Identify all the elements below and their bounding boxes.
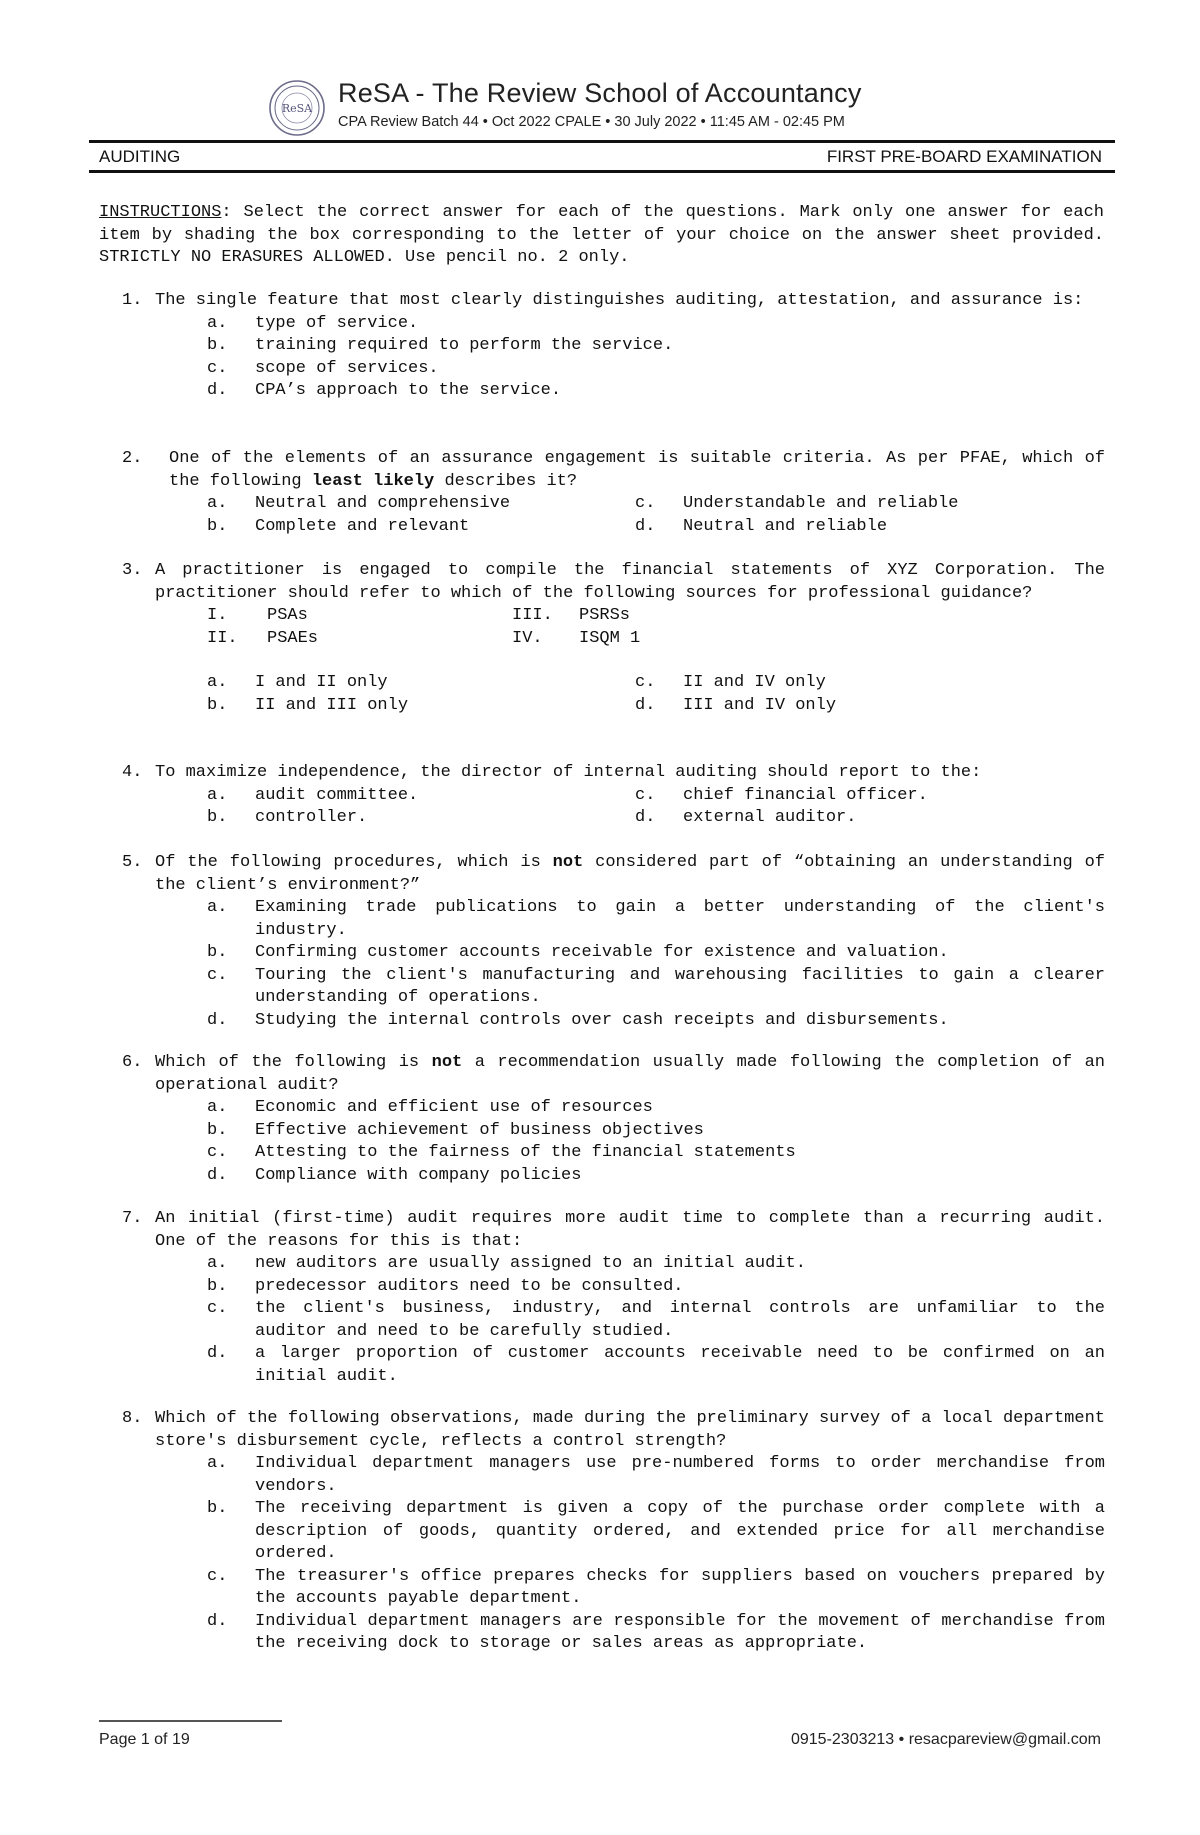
option-d: d. a larger proportion of customer accounts receivable need to be confirmed on an initial audit. (207, 1344, 1105, 1386)
question-number: 5. (122, 853, 143, 872)
question-text: The single feature that most clearly distinguishes auditing, attestation, and assurance is: (155, 291, 1084, 310)
emphasis-text: not (552, 853, 584, 872)
question-number: 1. (122, 291, 143, 310)
option-b: b. Effective achievement of business objectives (207, 1120, 704, 1140)
school-name: ReSA - The Review School of Accountancy (338, 78, 862, 108)
option-d: d. Compliance with company policies (207, 1165, 582, 1185)
option-list (207, 1253, 1105, 1388)
header-top-rule (89, 140, 1115, 143)
question-number: 8. (122, 1409, 143, 1428)
option-c: c. The treasurer's office prepares checks for suppliers based on vouchers prepared by the accounts payable department. (207, 1566, 1105, 1608)
emphasis-text: least likely (311, 471, 435, 491)
option-a: a. Examining trade publications to gain a better understanding of the client's industry. (207, 898, 1105, 940)
question-number: 6. (122, 1053, 143, 1072)
question-number: 4. (122, 763, 143, 782)
option-b: b. predecessor auditors need to be consulted. (207, 1276, 684, 1296)
option-a: a. Economic and efficient use of resources (207, 1098, 653, 1117)
question-5 (122, 852, 1105, 1032)
question-1 (122, 290, 1105, 403)
instructions (99, 202, 1104, 270)
contact-info: 0915-2303213 • resacpareview@gmail.com (790, 1731, 1101, 1748)
option-list (207, 1097, 1105, 1187)
page-number: Page 1 of 19 (99, 1731, 190, 1748)
question-text: An initial (first-time) audit requires more audit time to complete than a recurring audit. One of the reasons for this is that: (155, 1209, 1105, 1251)
option-a: a. type of service. (207, 313, 419, 333)
instructions-label: INSTRUCTIONS (99, 203, 222, 222)
subject-title: AUDITING (99, 147, 181, 166)
option-a: a. Individual department managers use pre-numbered forms to order merchandise from vendors. (207, 1454, 1105, 1496)
question-text: Of the following procedures, which is not considered part of “obtaining an understanding of the client’s environment?” (155, 853, 1105, 895)
question-text: Which of the following observations, made during the preliminary survey of a local department store's disbursement cycle, reflects a control strength? (155, 1409, 1105, 1451)
question-number: 3. (122, 561, 143, 580)
option-grid: a. I and II only b. II and III only c. II and IV only d. III and IV only (207, 673, 837, 715)
logo-text: ReSA (281, 102, 313, 115)
option-d: d. Studying the internal controls over cash receipts and disbursements. (207, 1010, 949, 1030)
instructions-text: : Select the correct answer for each of the questions. Mark only one answer for each item by shading the box corresponding to the letter of your choice on the answer sheet provided. STRICTLY NO ERASURES ALLOWED. Use pencil no. 2 only. (99, 203, 1104, 267)
option-list (207, 313, 1105, 403)
question-4 (122, 762, 1105, 830)
option-c: c. Touring the client's manufacturing and warehousing facilities to gain a clearer understanding of operations. (207, 965, 1105, 1007)
question-text: A practitioner is engaged to compile the financial statements of XYZ Corporation. The practitioner should refer to which of the following sources for professional guidance? (155, 561, 1105, 603)
option-b: b. training required to perform the service. (207, 336, 674, 355)
footer-rule (99, 1720, 282, 1722)
question-2 (122, 448, 1105, 538)
option-c: c. Attesting to the fairness of the financial statements (207, 1143, 796, 1162)
option-grid: a. Neutral and comprehensive b. Complete and relevant c. Understandable and reliable d. Neutral and reliable (207, 494, 959, 536)
header-bottom-rule (89, 170, 1115, 173)
option-list (207, 897, 1105, 1032)
option-c: c. scope of services. (207, 358, 439, 378)
option-d: d. CPA’s approach to the service. (207, 381, 562, 400)
option-grid: a. audit committee. b. controller. c. chief financial officer. d. external auditor. (207, 785, 928, 827)
question-number: 7. (122, 1209, 143, 1228)
question-text: To maximize independence, the director of internal auditing should report to the: (155, 763, 982, 782)
question-text: Which of the following is not a recommendation usually made following the completion of an operational audit? (155, 1053, 1105, 1095)
source-grid: I. PSAs II. PSAEs III. PSRSs IV. ISQM 1 (207, 606, 641, 648)
option-c: c. the client's business, industry, and internal controls are unfamiliar to the auditor and need to be carefully studied. (207, 1299, 1105, 1341)
emphasis-text: not (431, 1053, 463, 1072)
question-8 (122, 1408, 1105, 1656)
option-b: b. The receiving department is given a copy of the purchase order complete with a description of goods, quantity ordered, and extended price for all merchandise ordered. (207, 1499, 1105, 1563)
option-a: a. new auditors are usually assigned to an initial audit. (207, 1254, 806, 1273)
exam-title: FIRST PRE-BOARD EXAMINATION (826, 147, 1102, 166)
question-7 (122, 1208, 1105, 1388)
option-list (207, 1453, 1105, 1656)
option-b: b. Confirming customer accounts receivable for existence and valuation. (207, 943, 949, 962)
exam-subtitle: CPA Review Batch 44 • Oct 2022 CPALE • 30 July 2022 • 11:45 AM - 02:45 PM (338, 114, 845, 130)
option-d: d. Individual department managers are responsible for the movement of merchandise from the receiving dock to storage or sales areas as appropriate. (207, 1611, 1105, 1653)
question-text: One of the elements of an assurance engagement is suitable criteria. As per PFAE, which of the following least likely describes it? (169, 449, 1105, 491)
question-6 (122, 1052, 1105, 1187)
school-logo-icon (268, 79, 326, 137)
question-3 (122, 560, 1105, 717)
question-number: 2. (122, 449, 143, 468)
